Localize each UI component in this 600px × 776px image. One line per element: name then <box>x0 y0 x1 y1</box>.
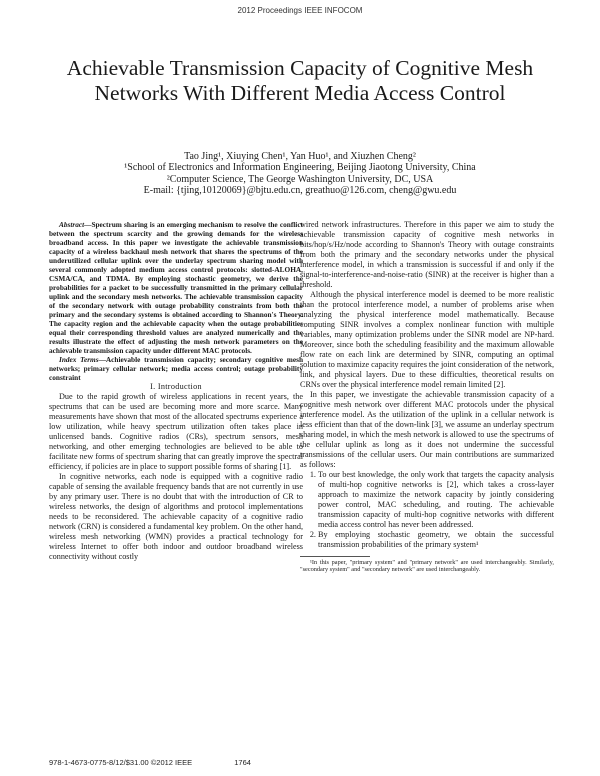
page-number: 1764 <box>234 758 251 767</box>
abstract <box>49 220 303 355</box>
footer-isbn: 978-1-4673-0775-8/12/$31.00 ©2012 IEEE <box>49 758 193 767</box>
intro-paragraph-2: In cognitive networks, each node is equipped with a cognitive radio capable of sensing the available frequency bands that are not currently in use by any primary user. There is no doubt that with the introduction of CR to wireless networks, the design of algorithms and protocol implementations needs to be reconsidered. The achievable capacity of a cognitive radio network (CRN) is considered a fundamental key problem. On the other hand, wireless mesh networking (WMN) provides a practical technology for wireless Internet to offer both indoor and outdoor broadband wireless connectivity without costly <box>49 472 303 561</box>
intro-paragraph-continued: wired network infrastructures. Therefore in this paper we aim to study the achievable transmission capacity of cognitive mesh networks in bits/hop/s/Hz/node according to Shannon's Theory with outage constraints from both the primary and the secondary networks under the physical interference model, in which a transmission is successful if and only if the signal-to-interference-and-noise-ratio (SINR) at the receiver is higher than a threshold. <box>300 220 554 289</box>
contributions-list <box>300 470 554 550</box>
author-emails: E-mail: {tjing,10120069}@bjtu.edu.cn, greathuo@126.com, cheng@gwu.edu <box>143 184 457 196</box>
contribution-item: 1. To our best knowledge, the only work that targets the capacity analysis of multi-hop cognitive networks is [2], which takes a cross-layer approach to maximize the network capacity by jointly considering power control, MAC scheduling, and routing. The achievable transmission capacity of multi-hop cognitive networks with different media access control has never been addressed. <box>318 470 554 530</box>
author-block <box>40 151 560 196</box>
right-column <box>300 220 554 574</box>
intro-paragraph-1: Due to the rapid growth of wireless applications in recent years, the spectrums that can be used are becoming more and more scarce. Many measurements have shown that most of the allocated spectrums experience a low utilization, while heavy spectrum utilization often takes place in unlicensed bands. Cognitive radios (CRs), spectrum sensors, mesh networking, and other emerging technologies are believed to be able to facilitate new forms of spectrum sharing that can greatly improve the spectral efficiency, if policies are in place to support possible forms of sharing [1]. <box>49 392 303 471</box>
section-heading-introduction: I. Introduction <box>150 382 202 391</box>
abstract-label: Abstract <box>59 220 85 229</box>
intro-paragraph-4: In this paper, we investigate the achievable transmission capacity of a cognitive mesh network over different MAC protocols under the physical interference model. As the utilization of the uplink in a cellular network is less efficient than that of the down-link [3], we assume an underlay spectrum sharing model, in which the mesh network is allowed to use the spectrums of the cellular uplink as long as it does not undermine the successful transmissions of the cellular users. Our main contributions are summarized as follows: <box>300 390 554 469</box>
footnote-divider <box>300 556 370 557</box>
author-names: Tao Jing¹, Xiuying Chen¹, Yan Huo¹, and Xiuzhen Cheng² <box>184 151 416 162</box>
running-header: 2012 Proceedings IEEE INFOCOM <box>237 6 363 15</box>
index-terms <box>49 355 303 382</box>
page-footer <box>49 758 251 767</box>
affiliation-1: ¹School of Electronics and Information Engineering, Beijing Jiaotong University, China <box>124 162 476 174</box>
footnote: ¹In this paper, "primary system" and "primary network" are used interchangeably. Similarly, "secondary system" and "secondary network" are used interchangeably. <box>300 559 554 574</box>
index-terms-text: —Achievable transmission capacity; secondary cognitive mesh networks; primary cellular network; media access control; outage probability constraint <box>49 355 303 382</box>
paper-title: Achievable Transmission Capacity of Cognitive Mesh Networks With Different Media Access Control <box>66 56 534 105</box>
contribution-item: 2. By employing stochastic geometry, we obtain the successful transmission probabilities of the primary system¹ <box>318 530 554 550</box>
index-terms-label: Index Terms <box>59 355 99 364</box>
intro-paragraph-3: Although the physical interference model is deemed to be more realistic than the protocol interference model, a number of problems arise when analyzing the physical interference model mathematically. Because computing SINR involves a complex nonlinear function with multiple variables, many optimization problems under the SINR model are NP-hard. Moreover, since both the scheduling feasibility and the maximum allowable flow rate on each link are determined by SINR, computing an optimal solution to maximize capacity requires the joint consideration of the network, link, and physical layers. Due to these difficulties, theoretical results on CRNs over the physical interference model remain limited [2]. <box>300 290 554 389</box>
affiliation-2: ²Computer Science, The George Washington University, DC, USA <box>166 173 434 185</box>
abstract-text: —Spectrum sharing is an emerging mechanism to resolve the conflict between the spectrum scarcity and the growing demands for the wireless broadband access. In this paper we investigate the achievable transmission capacity of a wireless backhaul mesh network that shares the spectrums of the underutilized cellular uplink over the underlay spectrum sharing model with several commonly adopted medium access control protocols: slotted-ALOHA, CSMA/CA, and TDMA. By employing stochastic geometry, we derive the probabilities for a packet to be successfully transmitted in the primary cellular uplink and the secondary mesh networks. The achievable transmission capacity of the secondary network with outage probability constraints from both the primary and the secondary systems is obtained according to Shannon's Theory. The capacity region and the achievable capacity when the outage probabilities equal their corresponding threshold values are analyzed numerically and the results illustrate the effect of adjusting the mesh network parameters on the achievable transmission capacity under different MAC protocols. <box>49 220 303 355</box>
left-column <box>49 220 303 562</box>
